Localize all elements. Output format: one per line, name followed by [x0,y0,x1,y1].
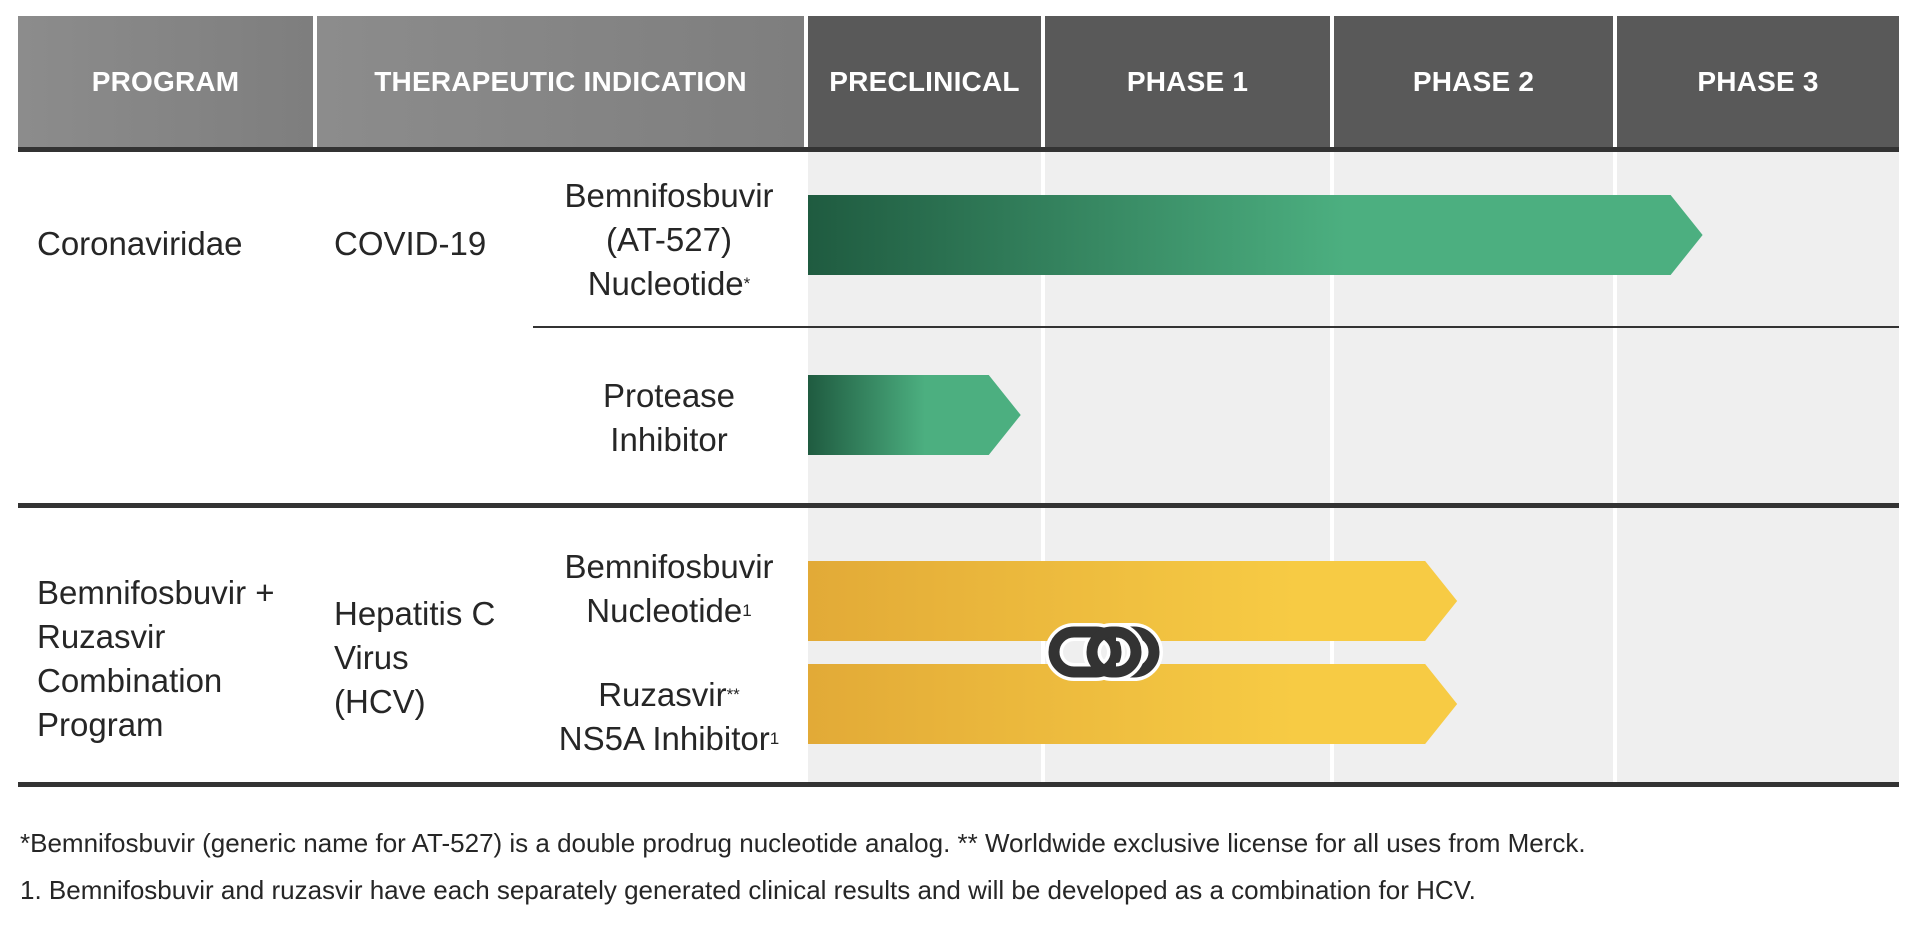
program-name-coronaviridae [37,222,242,266]
candidate-line: NS5A Inhibitor$^1$ [558,720,780,757]
candidate-line: (AT-527) [606,221,732,258]
header-indication-label: THERAPEUTIC INDICATION [374,65,747,97]
candidate-line: Bemnifosbuvir [564,548,774,585]
arrow-protease-inhibitor [808,375,1021,455]
program-line: Bemnifosbuvir + [37,574,275,611]
candidate-bemnifosbuvir-at527 [538,174,800,306]
candidate-bemnifosbuvir-nucleotide [538,545,800,633]
candidate-line: Nucleotide* [587,265,751,302]
program-line: Ruzasvir [37,618,166,655]
candidate-line: Nucleotide$^1$ [586,592,752,629]
chain-link-icon [1054,632,1154,672]
program-line: Program [37,706,164,743]
footnote-1: *Bemnifosbuvir (generic name for AT-527) is a double prodrug nucleotide analog. ** Worldwide exclusive license for all uses from Merck. [20,828,1586,858]
indication-covid-19 [334,222,486,266]
indication-text: COVID-19 [334,225,487,262]
candidate-line: Inhibitor [610,421,728,458]
header-preclinical-label: PRECLINICAL [829,65,1020,97]
program-name-text: Coronaviridae [37,225,243,262]
indication-line: Hepatitis C [334,595,496,632]
candidate-line: Ruzasvir** [598,676,740,713]
arrow-bemnifosbuvir-covid [808,195,1703,275]
header-program-label: PROGRAM [91,65,240,97]
footnote-mark: 1 [769,729,780,748]
header-phase-2-label: PHASE 2 [1412,65,1535,97]
program-name-combination [37,571,275,747]
header-phase-3-label: PHASE 3 [1697,65,1819,97]
header-phase-1-label: PHASE 1 [1126,65,1249,97]
candidate-line: Protease [602,377,736,414]
program-line: Combination [37,662,223,699]
footnote-mark: * [743,274,751,293]
footnote-mark: 1 [742,601,752,620]
footnote-2: 1. Bemnifosbuvir and ruzasvir have each separately generated clinical results and will be developed as a combination for HCV. [20,875,1476,905]
footnote-mark: ** [726,685,740,704]
indication-hcv [334,592,495,724]
indication-line: Virus [334,639,409,676]
candidate-line: Bemnifosbuvir [564,177,774,214]
candidate-protease-inhibitor [538,374,800,462]
indication-line: (HCV) [334,683,426,720]
candidate-ruzasvir [528,673,810,761]
